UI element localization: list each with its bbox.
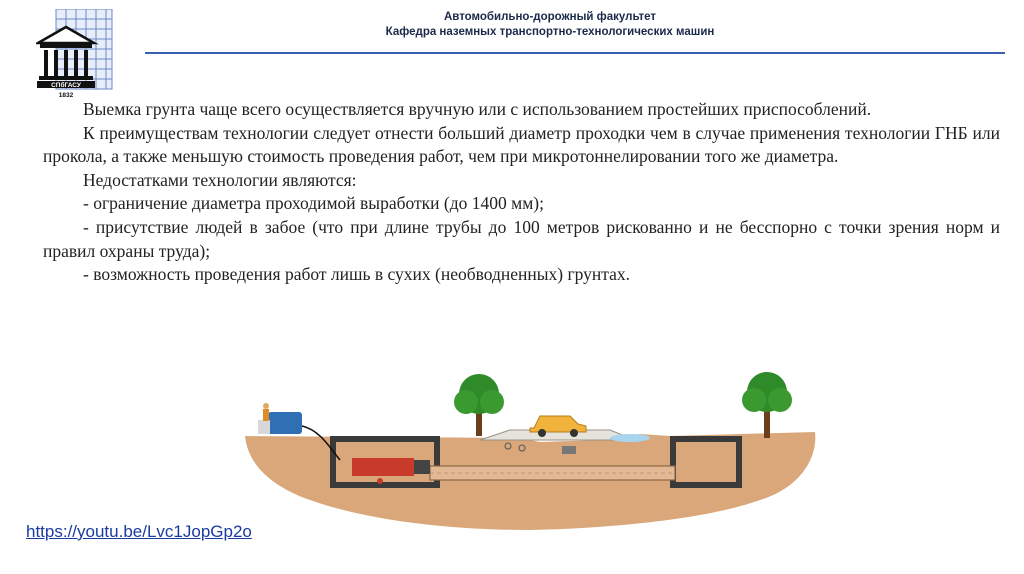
page-header [300,10,800,40]
jacking-machine [352,458,414,476]
faculty-title: Автомобильно-дорожный факультет [443,11,657,23]
worker [263,403,269,409]
jacking-frame [414,460,430,474]
paragraph: - возможность проведения работ лишь в сухих (необводненных) грунтах. [83,264,631,285]
logo-year: 1832 [58,92,74,99]
university-logo [36,9,114,101]
paragraph: Недостатками технологии являются: [83,169,357,190]
paragraph: Выемка грунта чаще всего осуществляется вручную или с использованием простейших приспособлений. [83,99,872,119]
paragraph: - присутствие людей в забое (что при длине трубы до 100 метров рискованно и не бесспорно с точки зрения норм и правил охраны труда); [43,216,1000,261]
department-title: Кафедра наземных транспортно-технологических машин [385,26,715,38]
university-logo-icon [36,9,114,101]
body-text [43,98,1000,287]
header-divider [145,52,1005,54]
car [530,416,586,432]
paragraph: - ограничение диаметра проходимой выработки (до 1400 мм); [83,193,544,214]
compressor [268,412,302,434]
water-pond [610,434,650,442]
video-link[interactable]: https://youtu.be/Lvc1JopGp2o [26,522,252,541]
paragraph: К преимуществам технологии следует отнести больший диаметр проходки чем в случае применения технологии ГНБ или прокола, а также меньшую стоимость проведения работ, чем при микротоннелировании того же диаметра. [43,122,1000,167]
receiving-pit-inner [676,442,736,482]
tunneling-diagram-image [240,368,820,538]
tunneling-illustration [240,368,820,538]
logo-label: СПбГАСУ [51,82,81,89]
